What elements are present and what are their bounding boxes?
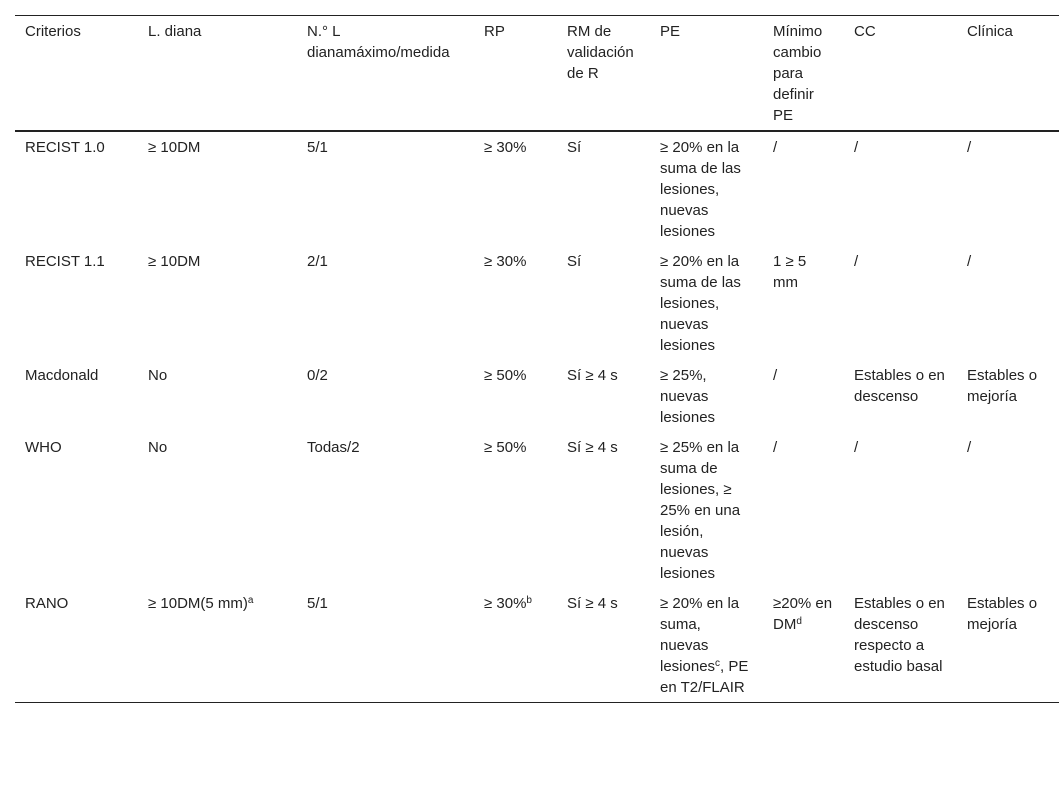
cell-cc: Estables o en descenso respecto a estudio basal bbox=[854, 595, 945, 675]
cell-n-l-diana: 5/1 bbox=[307, 139, 328, 156]
table-row bbox=[15, 588, 1059, 703]
cell-l-diana: ≥ 10DM bbox=[148, 139, 201, 156]
cell-rm: Sí ≥ 4 s bbox=[567, 439, 618, 456]
cell-pe: ≥ 25% en la suma de lesiones, ≥ 25% en una lesión, nuevas lesiones bbox=[660, 439, 741, 582]
cell-clinica: Estables o mejoría bbox=[967, 595, 1038, 633]
footnote-marker: b bbox=[526, 595, 532, 606]
cell-rp: ≥ 30% bbox=[484, 139, 527, 156]
cell-criterios: WHO bbox=[25, 439, 62, 456]
cell-rm: Sí bbox=[567, 253, 582, 270]
cell-text: ≥ 30% bbox=[484, 595, 527, 612]
cell-minimo-cambio bbox=[763, 588, 844, 703]
footnote-marker: d bbox=[796, 616, 802, 627]
cell-text: , PE en T2/FLAIR bbox=[660, 658, 749, 696]
cell-criterios: RANO bbox=[25, 595, 69, 612]
cell-minimo-cambio: / bbox=[773, 367, 778, 384]
cell-cc: / bbox=[854, 253, 859, 270]
header-clinica: Clínica bbox=[967, 23, 1013, 40]
footnote-marker: a bbox=[247, 595, 254, 606]
cell-pe: ≥ 20% en la suma de las lesiones, nuevas lesiones bbox=[660, 139, 741, 240]
cell-rp: ≥ 50% bbox=[484, 439, 527, 456]
table-body bbox=[15, 131, 1059, 703]
header-l-diana: L. diana bbox=[148, 23, 202, 40]
cell-minimo-cambio: / bbox=[773, 139, 778, 156]
cell-clinica: / bbox=[967, 439, 972, 456]
cell-minimo-cambio: 1 ≥ 5 mm bbox=[773, 253, 807, 291]
table-row bbox=[15, 246, 1059, 360]
cell-rm: Sí ≥ 4 s bbox=[567, 367, 618, 384]
cell-criterios: RECIST 1.1 bbox=[25, 253, 105, 270]
header-rp: RP bbox=[484, 23, 505, 40]
cell-cc: / bbox=[854, 439, 859, 456]
table-row bbox=[15, 432, 1059, 588]
header-rm-validacion: RM de validación de R bbox=[567, 23, 634, 82]
header-cc: CC bbox=[854, 23, 876, 40]
cell-n-l-diana: Todas/2 bbox=[307, 439, 360, 456]
table-row bbox=[15, 360, 1059, 432]
header-pe: PE bbox=[660, 23, 681, 40]
cell-text: ≥ 20% en la suma, nuevas lesiones bbox=[660, 595, 740, 675]
cell-clinica: / bbox=[967, 253, 972, 270]
cell-criterios: RECIST 1.0 bbox=[25, 139, 105, 156]
cell-minimo-cambio: / bbox=[773, 439, 778, 456]
cell-cc: / bbox=[854, 139, 859, 156]
cell-cc: Estables o en descenso bbox=[854, 367, 945, 405]
cell-text: ≥ 10DM(5 mm) bbox=[148, 595, 248, 612]
header-criterios: Criterios bbox=[25, 23, 81, 40]
cell-rp: ≥ 30% bbox=[484, 253, 527, 270]
cell-l-diana: No bbox=[148, 367, 168, 384]
header-minimo-cambio: Mínimo cambio para definir PE bbox=[773, 23, 823, 124]
cell-l-diana bbox=[138, 588, 297, 703]
cell-l-diana: ≥ 10DM bbox=[148, 253, 201, 270]
cell-pe bbox=[650, 588, 763, 703]
header-n-l-diana: N.° L dianamáximo/medida bbox=[307, 23, 450, 61]
cell-l-diana: No bbox=[148, 439, 168, 456]
cell-rm: Sí bbox=[567, 139, 582, 156]
cell-pe: ≥ 25%, nuevas lesiones bbox=[660, 367, 716, 426]
cell-rp bbox=[474, 588, 557, 703]
table-header bbox=[15, 16, 1059, 132]
footnote-marker: c bbox=[715, 658, 721, 669]
cell-n-l-diana: 2/1 bbox=[307, 253, 328, 270]
cell-clinica: / bbox=[967, 139, 972, 156]
criteria-table bbox=[15, 15, 1059, 703]
header-row bbox=[15, 16, 1059, 132]
cell-n-l-diana: 0/2 bbox=[307, 367, 328, 384]
cell-pe: ≥ 20% en la suma de las lesiones, nuevas lesiones bbox=[660, 253, 741, 354]
cell-rm: Sí ≥ 4 s bbox=[567, 595, 618, 612]
cell-n-l-diana: 5/1 bbox=[307, 595, 328, 612]
cell-clinica: Estables o mejoría bbox=[967, 367, 1038, 405]
cell-text: ≥20% en DM bbox=[773, 595, 833, 633]
table-row bbox=[15, 131, 1059, 246]
cell-criterios: Macdonald bbox=[25, 367, 99, 384]
cell-rp: ≥ 50% bbox=[484, 367, 527, 384]
